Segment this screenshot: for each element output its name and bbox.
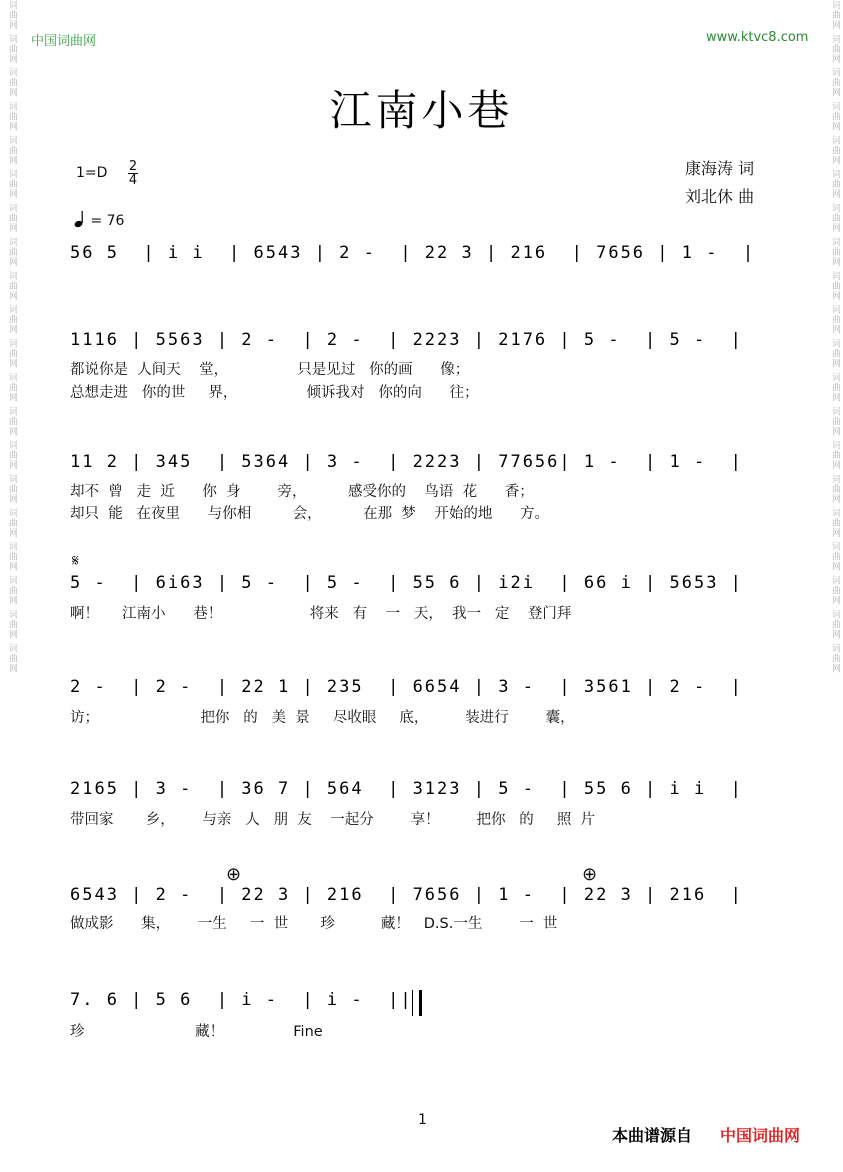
key-signature: 1=D xyxy=(76,165,108,181)
time-signature-top: 2 xyxy=(128,159,138,174)
composer-credit: 刘北休 曲 xyxy=(685,187,755,206)
notation-row-7: 6543 | 2 - | 22 3 | 216 | 7656 | 1 - | 22 3 | 216 | xyxy=(70,885,743,905)
lyrics-row-8: 珍 藏！ Fine xyxy=(70,1024,323,1040)
lyrics-row-7: 做成影 集， 一生 一 世 珍 藏！ D.S.一生 一 世 xyxy=(70,916,558,932)
page-number: 1 xyxy=(418,1112,427,1128)
quarter-note-icon xyxy=(74,210,86,228)
lyrics-row-2b: 总想走进 你的世 界， 倾诉我对 你的向 往； xyxy=(70,385,479,401)
notation-row-1: 56 5 | i i | 6543 | 2 - | 22 3 | 216 | 7656 | 1 - | xyxy=(70,243,756,263)
tempo-marking xyxy=(74,210,124,229)
lyrics-row-5: 访； 把你 的 美 景 尽收眼 底， 装进行 囊， xyxy=(70,710,575,726)
notation-row-8: 7. 6 | 5 6 | i - | i - || xyxy=(70,990,413,1010)
tempo-value: = 76 xyxy=(90,213,125,229)
time-signature xyxy=(126,160,140,187)
notation-row-3: 11 2 | 345 | 5364 | 3 - | 2223 | 77656| 1 - | 1 - | xyxy=(70,452,743,472)
coda-sign-1: ⊕ xyxy=(226,864,242,885)
notation-row-4: 5 - | 6i63 | 5 - | 5 - | 55 6 | i2i | 66 i | 5653 | xyxy=(70,573,743,593)
lyrics-row-4: 啊！ 江南小 巷！ 将来 有 一 天， 我一 定 登门拜 xyxy=(70,606,572,622)
notation-row-2: 1116 | 5563 | 2 - | 2 - | 2223 | 2176 | 5 - | 5 - | xyxy=(70,330,743,350)
lyrics-row-3b: 却只 能 在夜里 与你相 会， 在那 梦 开始的地 方。 xyxy=(70,506,549,522)
footer-source-label: 本曲谱源自 xyxy=(612,1126,693,1145)
lyrics-row-6: 带回家 乡， 与亲 人 朋 友 一起分 享！ 把你 的 照 片 xyxy=(70,812,596,828)
left-watermark-strip: 词曲网 词曲网 词曲网 词曲网 词曲网 词曲网 词曲网 词曲网 词曲网 词曲网 词曲网 词曲网 词曲网 词曲网 词曲网 词曲网 词曲网 词曲网 词曲网 词曲网 xyxy=(7,0,17,674)
notation-row-6: 2165 | 3 - | 36 7 | 564 | 3123 | 5 - | 55 6 | i i | xyxy=(70,779,743,799)
lyricist-credit: 康海涛 词 xyxy=(685,159,755,178)
coda-sign-2: ⊕ xyxy=(582,864,598,885)
segno-sign: 𝄋 xyxy=(72,551,79,570)
lyrics-row-2a: 都说你是 人间天 堂， 只是见过 你的画 像； xyxy=(70,362,470,378)
lyrics-row-3a: 却不 曾 走 近 你 身 旁， 感受你的 鸟语 花 香； xyxy=(70,484,534,500)
notation-row-5: 2 - | 2 - | 22 1 | 235 | 6654 | 3 - | 3561 | 2 - | xyxy=(70,677,743,697)
song-title: 江南小巷 xyxy=(329,86,514,135)
final-barline xyxy=(412,990,422,1016)
time-signature-bottom: 4 xyxy=(128,173,138,188)
footer-site-link[interactable]: 中国词曲网 xyxy=(720,1126,801,1145)
right-watermark-strip: 词曲网 词曲网 词曲网 词曲网 词曲网 词曲网 词曲网 词曲网 词曲网 词曲网 词曲网 词曲网 词曲网 词曲网 词曲网 词曲网 词曲网 词曲网 词曲网 词曲网 xyxy=(830,0,840,674)
site-name-left[interactable]: 中国词曲网 xyxy=(31,34,97,49)
site-url-right[interactable]: www.ktvc8.com xyxy=(706,30,809,45)
